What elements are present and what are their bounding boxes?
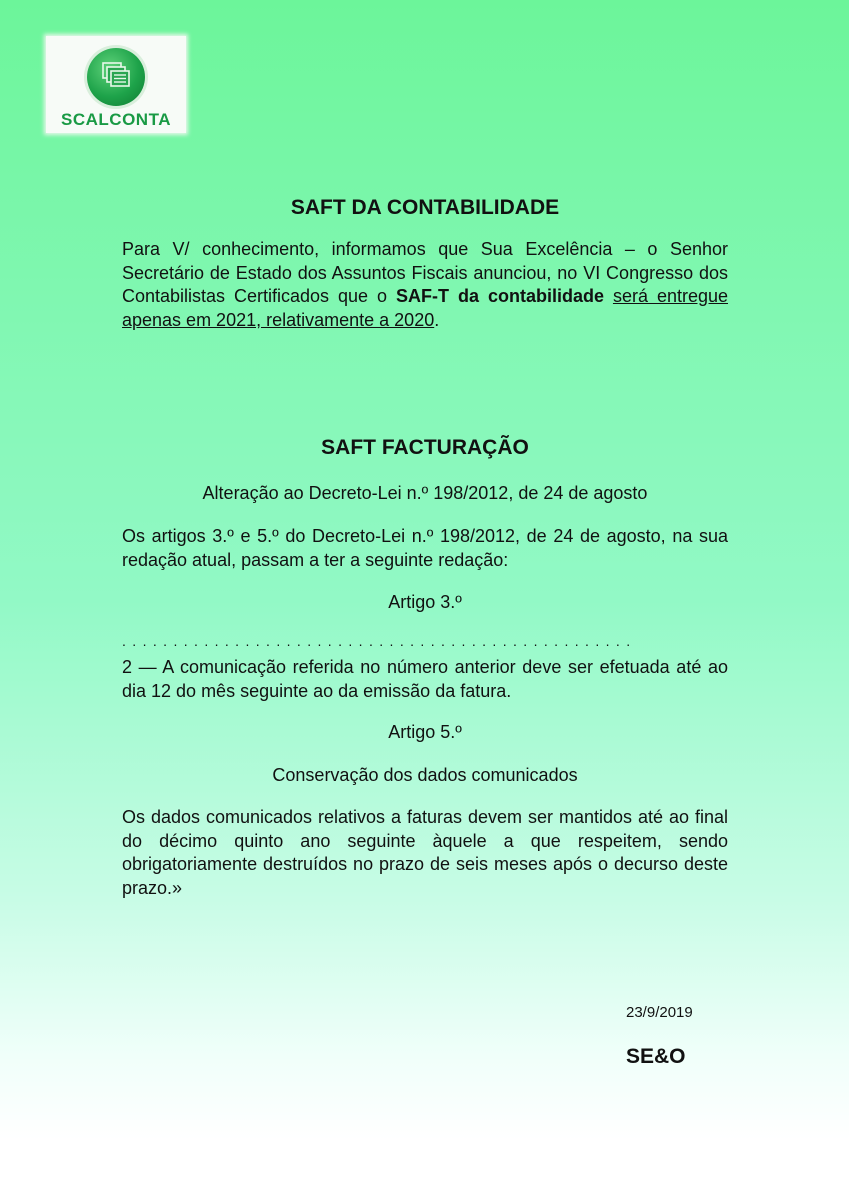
bold-text: SAF-T da contabilidade [396,286,604,306]
intro-paragraph: Os artigos 3.º e 5.º do Decreto-Lei n.º 198/2012, de 24 de agosto, na sua redação atual, passam a ter a seguinte redação: [122,526,728,570]
scalconta-logo [46,36,186,133]
article-5-subheading: Conservação dos dados comunicados [272,765,578,785]
section1-paragraph [122,238,728,332]
paragraph-text: Para V/ conhecimento, informamos que Sua Excelência – o Senhor Secretário de Estado dos Assuntos Fiscais anunciou, no VI Congresso dos Contabilistas Certificados que o [122,239,728,306]
section-title-saft-contabilidade: SAFT DA CONTABILIDADE [290,196,560,219]
underlined-text: será entregue apenas em 2021, relativamente a 2020 [122,286,728,330]
logo-text: SCALCONTA [61,110,171,129]
ellipsis-line: .................................................. [122,633,637,649]
decree-subtitle: Alteração ao Decreto-Lei n.º 198/2012, de 24 de agosto [202,483,648,503]
section-title-saft-facturacao: SAFT FACTURAÇÃO [321,436,529,459]
signature: SE&O [626,1045,686,1068]
period: . [434,309,440,330]
space [604,286,613,306]
article-3-heading: Artigo 3.º [388,592,462,612]
document-date: 23/9/2019 [626,1004,693,1021]
article-5-heading: Artigo 5.º [388,722,462,742]
article-3-text: 2 — A comunicação referida no número anterior deve ser efetuada até ao dia 12 do mês seguinte ao da emissão da fatura. [122,657,728,701]
document-stack-icon [87,48,145,106]
article-5-text: Os dados comunicados relativos a faturas devem ser mantidos até ao final do décimo quinto ano seguinte àquele a que respeitem, sendo obrigatoriamente destruídos no prazo de seis meses após o decurso deste prazo.» [122,807,728,898]
